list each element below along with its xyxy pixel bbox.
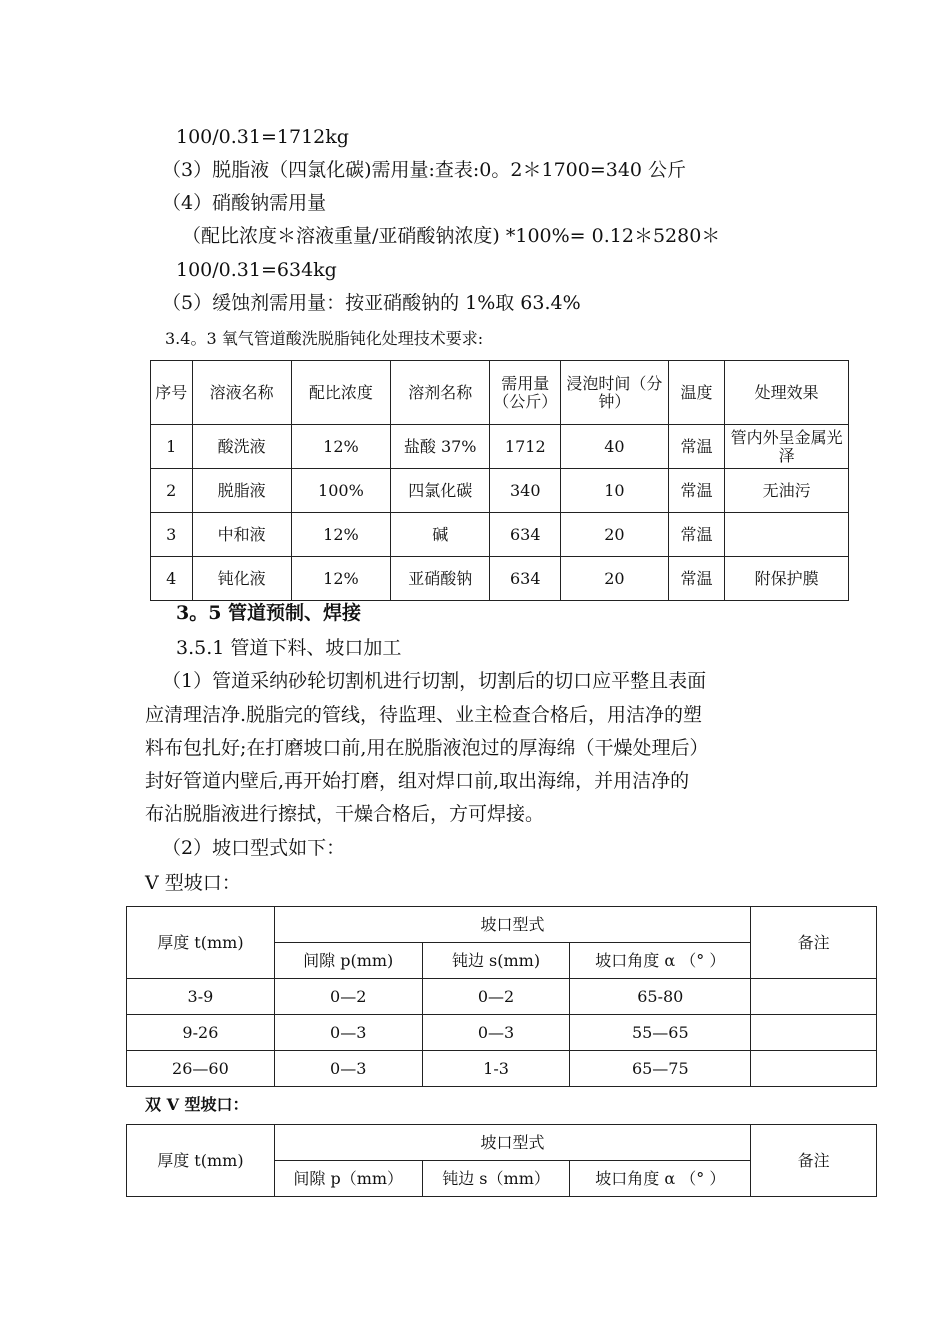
table-cell: 100% (291, 469, 390, 513)
v-bevel-label: V 型坡口： (145, 872, 241, 894)
table-cell: 9-26 (127, 1015, 275, 1051)
table-header-cell: 需用量（公斤） (490, 361, 561, 425)
table-cell: 酸洗液 (192, 425, 291, 469)
table-cell: 碱 (391, 513, 490, 557)
table-header-cell: 坡口角度 α （° ） (570, 1161, 751, 1197)
table-cell: 1712 (490, 425, 561, 469)
table-cell: 常温 (668, 513, 725, 557)
table-cell: 0—3 (274, 1051, 422, 1087)
table-cell: 10 (561, 469, 668, 513)
table-cell: 钝化液 (192, 557, 291, 601)
table-row (127, 1015, 877, 1051)
table-cell: 管内外呈金属光泽 (725, 425, 849, 469)
table-cell (751, 1051, 877, 1087)
table-cell: 脱脂液 (192, 469, 291, 513)
table-header-cell: 钝边 s（mm） (422, 1161, 570, 1197)
section-heading-3-5: 3。5 管道预制、焊接 (176, 602, 362, 624)
table-row (151, 557, 849, 601)
text-line-1: 100/0.31=1712kg (176, 126, 349, 148)
table-cell: 40 (561, 425, 668, 469)
table-cell: 常温 (668, 425, 725, 469)
table-row (151, 425, 849, 469)
table-cell: 20 (561, 557, 668, 601)
table-header-cell: 序号 (151, 361, 193, 425)
table-row (127, 1051, 877, 1087)
table-cell: 中和液 (192, 513, 291, 557)
table-header-cell: 温度 (668, 361, 725, 425)
section-heading-3-4-3: 3.4。3 氧气管道酸洗脱脂钝化处理技术要求: (165, 329, 484, 348)
table-cell: 55—65 (570, 1015, 751, 1051)
table-cell: 3-9 (127, 979, 275, 1015)
table-cell: 0—3 (274, 1015, 422, 1051)
table-header-cell: 间隙 p（mm） (274, 1161, 422, 1197)
table-header-cell: 备注 (751, 1125, 877, 1197)
table-row (127, 979, 877, 1015)
table-cell (751, 1015, 877, 1051)
table-cell: 634 (490, 513, 561, 557)
table-header-row (127, 907, 877, 943)
text-line-6: （5）缓蚀剂需用量：按亚硝酸钠的 1%取 63.4% (162, 292, 581, 314)
double-v-bevel-table (126, 1124, 877, 1197)
table-header-row (127, 1125, 877, 1161)
table-cell: 2 (151, 469, 193, 513)
table-cell: 12% (291, 425, 390, 469)
table-cell: 65—75 (570, 1051, 751, 1087)
table-cell: 340 (490, 469, 561, 513)
table-header-cell: 浸泡时间（分钟） (561, 361, 668, 425)
bevel-intro-line: （2）坡口型式如下： (162, 837, 346, 859)
treatment-table (150, 360, 849, 601)
text-line-3: （4）硝酸钠需用量 (162, 192, 327, 214)
table-header-cell: 溶剂名称 (391, 361, 490, 425)
text-line-4: （配比浓度＊溶液重量/亚硝酸钠浓度) *100%= 0.12＊5280＊ (182, 225, 721, 247)
table-header-cell: 间隙 p(mm) (274, 943, 422, 979)
table-cell: 四氯化碳 (391, 469, 490, 513)
table-cell: 1 (151, 425, 193, 469)
table-cell (751, 979, 877, 1015)
table-header-cell: 溶液名称 (192, 361, 291, 425)
table-cell: 3 (151, 513, 193, 557)
table-cell: 0—2 (274, 979, 422, 1015)
table-header-cell: 厚度 t(mm) (127, 907, 275, 979)
table-header-cell: 处理效果 (725, 361, 849, 425)
text-line-2: （3）脱脂液（四氯化碳)需用量:查表:0。2＊1700=340 公斤 (162, 159, 687, 181)
table-cell: 0—3 (422, 1015, 570, 1051)
text-line-5: 100/0.31=634kg (176, 259, 337, 281)
table-row (151, 469, 849, 513)
paragraph-line: 应清理洁净.脱脂完的管线，待监理、业主检查合格后，用洁净的塑 (145, 704, 703, 726)
table-cell: 无油污 (725, 469, 849, 513)
table-header-cell: 备注 (751, 907, 877, 979)
table-header-cell: 坡口型式 (274, 1125, 750, 1161)
table-cell: 常温 (668, 469, 725, 513)
paragraph-line: 封好管道内壁后,再开始打磨，组对焊口前,取出海绵，并用洁净的 (145, 770, 690, 792)
table-header-row (151, 361, 849, 425)
paragraph-line: 布沾脱脂液进行擦拭，干燥合格后，方可焊接。 (145, 803, 545, 825)
table-cell: 0—2 (422, 979, 570, 1015)
table-cell: 12% (291, 513, 390, 557)
table-cell: 4 (151, 557, 193, 601)
table-cell: 附保护膜 (725, 557, 849, 601)
table-cell (725, 513, 849, 557)
table-header-cell: 坡口角度 α （° ） (570, 943, 751, 979)
table-header-cell: 配比浓度 (291, 361, 390, 425)
table-cell: 1-3 (422, 1051, 570, 1087)
table-cell: 634 (490, 557, 561, 601)
table-header-cell: 坡口型式 (274, 907, 750, 943)
double-v-bevel-label: 双 V 型坡口： (145, 1095, 249, 1114)
v-bevel-table (126, 906, 877, 1087)
table-cell: 12% (291, 557, 390, 601)
paragraph-line: 料布包扎好;在打磨坡口前,用在脱脂液泡过的厚海绵（干燥处理后） (145, 737, 709, 759)
table-cell: 盐酸 37% (391, 425, 490, 469)
table-cell: 20 (561, 513, 668, 557)
section-heading-3-5-1: 3.5.1 管道下料、坡口加工 (176, 637, 402, 659)
table-header-cell: 钝边 s(mm) (422, 943, 570, 979)
paragraph-line: （1）管道采纳砂轮切割机进行切割，切割后的切口应平整且表面 (162, 670, 707, 692)
table-cell: 65-80 (570, 979, 751, 1015)
table-row (151, 513, 849, 557)
table-cell: 常温 (668, 557, 725, 601)
table-cell: 亚硝酸钠 (391, 557, 490, 601)
table-cell: 26—60 (127, 1051, 275, 1087)
table-header-cell: 厚度 t(mm) (127, 1125, 275, 1197)
